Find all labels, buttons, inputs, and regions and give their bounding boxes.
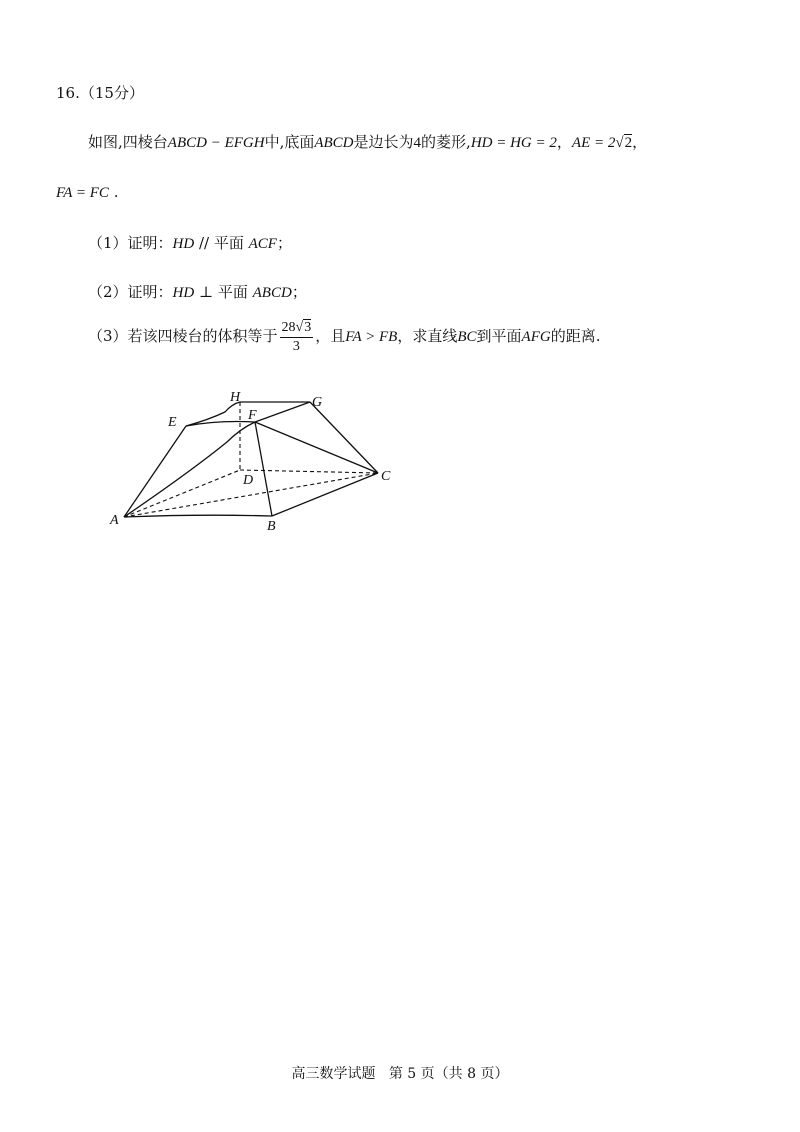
edge-fc: [255, 422, 378, 473]
label-d: D: [243, 473, 254, 488]
part-2: （2）证明：HD ⊥ 平面 ABCD；: [88, 283, 307, 301]
condition-fa-fc: FA = FC: [56, 185, 109, 201]
condition-ae: AE = 2: [571, 135, 616, 151]
label-a: A: [110, 513, 119, 528]
condition-hd-hg: HD = HG = 2: [470, 135, 557, 151]
part-1: （1）证明：HD // 平面 ACF；: [88, 234, 292, 252]
sqrt-radicand: 2: [624, 135, 633, 151]
edge-ae: [124, 426, 186, 517]
label-e: E: [168, 415, 177, 430]
edge-fb: [255, 422, 272, 516]
frustum-name: ABCD − EFGH: [167, 135, 265, 151]
page-footer: [0, 1063, 800, 1083]
problem-intro-cont: FA = FC .: [56, 183, 119, 201]
edge-af: [124, 422, 255, 517]
edge-dc-hidden: [240, 470, 378, 473]
edge-gc: [310, 402, 378, 473]
label-h: H: [230, 390, 241, 405]
side-length: 4: [413, 135, 422, 151]
part-3: （3）若该四棱台的体积等于 $\frac{28√3}{3}$ ，且FA > FB，求直线BC到平面AFG的距离.: [88, 320, 601, 354]
volume-fraction: $\frac{28√3}{3}$: [281, 320, 312, 354]
edge-fg: [255, 402, 310, 422]
label-c: C: [381, 469, 391, 484]
edge-ef: [186, 422, 255, 427]
problem-intro: 如图,四棱台ABCD − EFGH中,底面ABCD是边长为4的菱形,HD = HG = 2，AE = 2√2，: [88, 133, 648, 151]
label-f: F: [248, 408, 257, 423]
frustum-figure: [100, 382, 410, 537]
exam-title: 高三数学试题: [291, 1066, 376, 1082]
edge-bc: [272, 473, 378, 516]
problem-number: 16.（15分）: [56, 84, 144, 102]
edge-ab: [124, 515, 272, 517]
base-name: ABCD: [314, 135, 354, 151]
label-b: B: [267, 519, 276, 534]
page-number: 第 5 页（共 8 页）: [388, 1066, 509, 1082]
label-g: G: [312, 395, 323, 410]
